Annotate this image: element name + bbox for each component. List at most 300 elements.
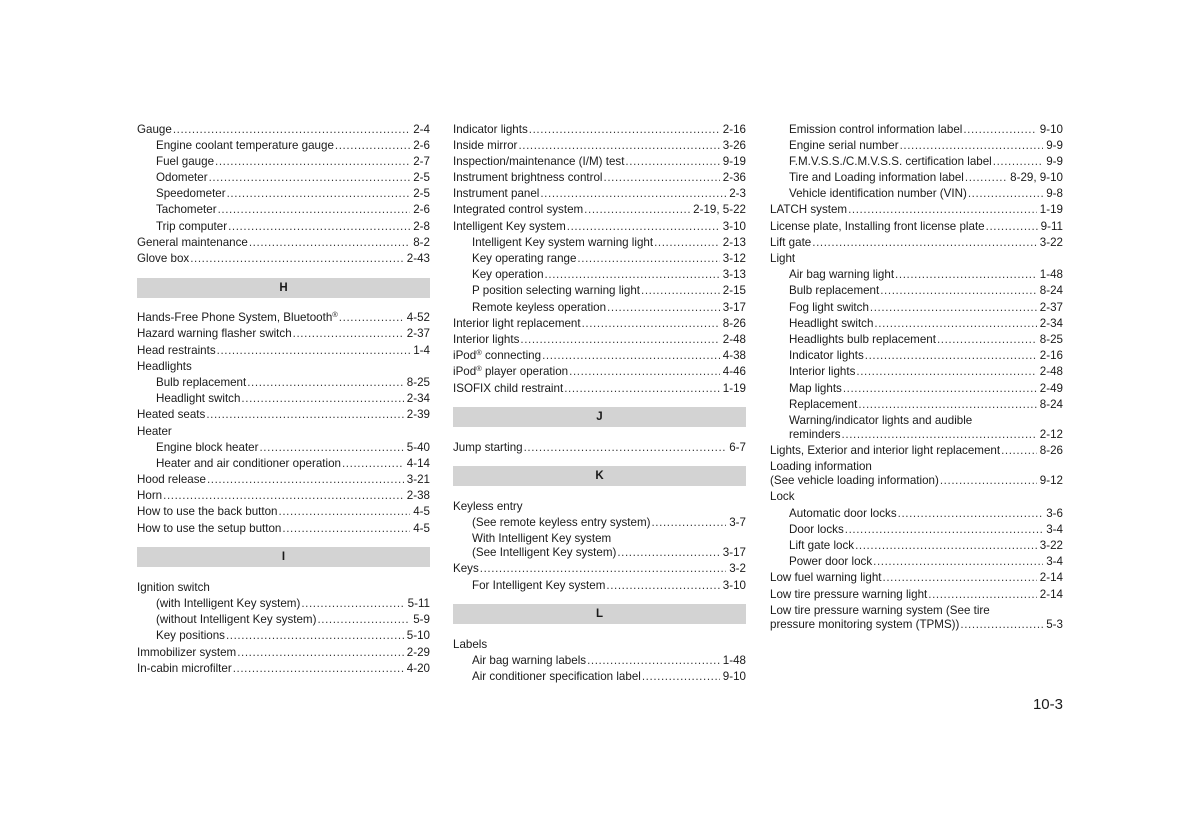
entry-label-text: Head restraints bbox=[137, 343, 216, 357]
entry-label-text: Key positions bbox=[156, 629, 225, 643]
entry-label-text: LATCH system bbox=[770, 203, 848, 217]
index-entry bbox=[770, 299, 1063, 315]
page-reference: 2-14 bbox=[1039, 587, 1063, 601]
index-column-2 bbox=[453, 121, 746, 685]
page-reference: 5-10 bbox=[406, 629, 430, 643]
dot-leader bbox=[540, 187, 726, 201]
dot-leader bbox=[960, 618, 1043, 632]
entry-label-line-1: Low tire pressure warning system (See tire bbox=[770, 603, 990, 617]
page-reference: 3-10 bbox=[722, 578, 746, 592]
page-reference: 2-16 bbox=[722, 122, 746, 136]
dot-leader bbox=[874, 317, 1036, 331]
page-reference: 8-29, 9-10 bbox=[1010, 171, 1063, 185]
dot-leader bbox=[209, 171, 411, 185]
entry-label-text: reminders bbox=[789, 427, 841, 441]
entry-label bbox=[137, 662, 232, 676]
page-reference: 4-38 bbox=[722, 349, 746, 363]
entry-label bbox=[137, 505, 278, 519]
page-reference: 1-19 bbox=[1039, 203, 1063, 217]
page-reference: 3-7 bbox=[729, 516, 746, 530]
entry-label-text: Bulb replacement bbox=[156, 375, 247, 389]
dot-leader bbox=[228, 220, 410, 234]
dot-leader bbox=[895, 268, 1037, 282]
entry-label-text: (with Intelligent Key system) bbox=[156, 597, 301, 610]
entry-label-text: (See vehicle loading information) bbox=[770, 474, 939, 488]
index-entry bbox=[137, 520, 430, 536]
index-entry bbox=[137, 326, 430, 342]
dot-leader bbox=[249, 236, 410, 250]
dot-leader bbox=[282, 522, 410, 536]
dot-leader bbox=[279, 505, 411, 519]
entry-label bbox=[453, 155, 624, 169]
entry-label bbox=[137, 489, 162, 503]
section-letter-header: J bbox=[453, 407, 746, 427]
section-letter-header: L bbox=[453, 604, 746, 624]
page-reference: 2-34 bbox=[1039, 316, 1063, 330]
entry-label bbox=[789, 301, 869, 315]
dot-leader bbox=[870, 301, 1037, 315]
entry-label-text: Low tire pressure warning light bbox=[770, 587, 928, 601]
page-reference: 3-2 bbox=[729, 562, 746, 576]
page-reference: 2-13 bbox=[722, 235, 746, 249]
entry-label bbox=[472, 546, 616, 560]
entry-label-text: Inspection/maintenance (I/M) test bbox=[453, 154, 625, 168]
entry-label-text: Indicator lights bbox=[453, 122, 528, 136]
page-number: 10-3 bbox=[1032, 696, 1063, 713]
entry-label-text: General maintenance bbox=[137, 235, 248, 249]
index-entry bbox=[770, 202, 1063, 218]
dot-leader bbox=[520, 333, 719, 347]
page-reference: 2-14 bbox=[1039, 571, 1063, 585]
page-reference: 1-4 bbox=[413, 343, 430, 357]
entry-label bbox=[789, 171, 964, 185]
page-reference: 2-15 bbox=[722, 284, 746, 298]
dot-leader bbox=[518, 139, 719, 153]
entry-label bbox=[789, 333, 936, 347]
page-reference: 4-46 bbox=[722, 365, 746, 379]
page-reference: 9-10 bbox=[722, 670, 746, 684]
index-entry bbox=[137, 186, 430, 202]
page-reference: 3-22 bbox=[1039, 539, 1063, 552]
entry-label bbox=[472, 268, 544, 282]
index-entry bbox=[453, 283, 746, 299]
dot-leader bbox=[855, 539, 1037, 553]
index-entry bbox=[137, 202, 430, 218]
page-reference: 3-13 bbox=[722, 268, 746, 282]
index-entry bbox=[770, 443, 1063, 459]
entry-label-text: Engine block heater bbox=[156, 440, 259, 454]
entry-label-text: Headlight switch bbox=[789, 316, 874, 330]
dot-leader bbox=[207, 473, 404, 487]
index-entry bbox=[137, 596, 430, 612]
page-reference: 1-48 bbox=[722, 654, 746, 667]
dot-leader bbox=[173, 123, 410, 137]
entry-label bbox=[137, 252, 189, 266]
entry-label bbox=[789, 523, 844, 537]
section-letter-header: H bbox=[137, 278, 430, 298]
dot-leader bbox=[577, 252, 719, 266]
index-entry bbox=[137, 251, 430, 267]
page-reference: 2-16 bbox=[1039, 349, 1063, 363]
dot-leader bbox=[190, 252, 404, 266]
index-entry bbox=[453, 364, 746, 380]
entry-label bbox=[770, 618, 959, 632]
entry-label-text: Intelligent Key system bbox=[453, 219, 566, 233]
index-entry bbox=[453, 299, 746, 315]
page-reference: 2-19, 5-22 bbox=[693, 203, 746, 217]
entry-label bbox=[453, 171, 603, 185]
index-entry bbox=[453, 577, 746, 593]
dot-leader bbox=[584, 203, 690, 217]
entry-label bbox=[156, 392, 240, 406]
page-reference: 2-36 bbox=[722, 171, 746, 185]
page-reference: 3-17 bbox=[722, 546, 746, 560]
entry-label bbox=[137, 311, 338, 325]
index-entry bbox=[137, 628, 430, 644]
entry-label-text: Tire and Loading information label bbox=[789, 171, 964, 185]
page-reference: 2-37 bbox=[406, 327, 430, 341]
page-reference: 3-4 bbox=[1046, 555, 1063, 569]
index-entry bbox=[770, 331, 1063, 347]
entry-label bbox=[453, 203, 583, 217]
index-entry bbox=[453, 515, 746, 531]
dot-leader bbox=[843, 382, 1037, 396]
dot-leader bbox=[233, 662, 404, 676]
registered-mark: ® bbox=[476, 364, 482, 374]
entry-label-text: Interior lights bbox=[453, 332, 520, 346]
entry-label-text: Key operating range bbox=[472, 252, 577, 265]
index-entry bbox=[453, 531, 746, 561]
dot-leader bbox=[963, 123, 1036, 137]
index-entry bbox=[137, 488, 430, 504]
index-entry bbox=[137, 374, 430, 390]
index-entry bbox=[137, 391, 430, 407]
entry-label bbox=[137, 123, 172, 137]
dot-leader bbox=[641, 284, 720, 298]
entry-label-text: ISOFIX child restraint bbox=[453, 381, 564, 395]
entry-label bbox=[156, 457, 341, 471]
entry-label-text: How to use the back button bbox=[137, 505, 278, 519]
dot-leader bbox=[937, 333, 1037, 347]
dot-leader bbox=[218, 203, 411, 217]
dot-leader bbox=[1001, 444, 1037, 458]
entry-label-text: Replacement bbox=[789, 397, 858, 411]
dot-leader bbox=[226, 629, 404, 643]
entry-label bbox=[789, 349, 864, 363]
dot-leader bbox=[625, 155, 719, 169]
entry-label bbox=[137, 327, 292, 341]
index-entry bbox=[137, 472, 430, 488]
entry-label bbox=[789, 382, 842, 396]
entry-label-text: Engine serial number bbox=[789, 138, 899, 152]
index-entry bbox=[453, 331, 746, 347]
dot-leader bbox=[651, 516, 726, 530]
entry-label bbox=[453, 139, 517, 153]
entry-label bbox=[453, 123, 528, 137]
dot-leader bbox=[524, 441, 727, 455]
entry-label-text: pressure monitoring system (TPMS)) bbox=[770, 617, 960, 631]
index-entry bbox=[453, 348, 746, 364]
page-reference: 9-19 bbox=[722, 154, 746, 168]
entry-label bbox=[453, 441, 523, 455]
index-heading: Light bbox=[770, 252, 796, 265]
dot-leader bbox=[587, 654, 720, 668]
entry-label-line-1: Warning/indicator lights and audible bbox=[789, 413, 973, 427]
entry-label-text: Integrated control system bbox=[453, 203, 584, 217]
entry-label-text: Instrument brightness control bbox=[453, 171, 603, 185]
index-entry bbox=[453, 653, 746, 669]
dot-leader bbox=[858, 398, 1036, 412]
dot-leader bbox=[607, 301, 720, 315]
page-reference: 9-11 bbox=[1040, 219, 1063, 233]
dot-leader bbox=[642, 670, 720, 684]
dot-leader bbox=[564, 382, 720, 396]
entry-label-text: Hazard warning flasher switch bbox=[137, 327, 292, 341]
entry-label bbox=[789, 428, 841, 442]
page-reference: 2-7 bbox=[413, 154, 430, 168]
entry-label bbox=[789, 155, 992, 169]
page-reference: 2-12 bbox=[1039, 427, 1063, 441]
index-entry bbox=[137, 137, 430, 153]
index-entry bbox=[453, 380, 746, 396]
dot-leader bbox=[217, 344, 411, 358]
dot-leader bbox=[898, 507, 1044, 521]
entry-label bbox=[789, 123, 962, 137]
dot-leader bbox=[582, 317, 720, 331]
page-reference: 2-49 bbox=[1039, 381, 1063, 395]
dot-leader bbox=[883, 571, 1037, 585]
page-reference: 4-20 bbox=[406, 661, 430, 675]
entry-label-text: Inside mirror bbox=[453, 138, 518, 152]
section-letter-header: I bbox=[137, 547, 430, 567]
page-reference: 5-40 bbox=[406, 440, 430, 454]
entry-label-text: Tachometer bbox=[156, 203, 217, 217]
entry-label bbox=[789, 187, 967, 201]
dot-leader bbox=[545, 268, 720, 282]
index-entry bbox=[770, 267, 1063, 283]
index-entry bbox=[770, 137, 1063, 153]
entry-label-text: Intelligent Key system warning light bbox=[472, 235, 654, 249]
dot-leader bbox=[873, 555, 1043, 569]
dot-leader bbox=[542, 349, 720, 363]
index-column-3 bbox=[770, 121, 1063, 632]
page-reference: 3-26 bbox=[722, 138, 746, 152]
index-entry bbox=[137, 170, 430, 186]
page-reference: 2-43 bbox=[406, 252, 430, 265]
entry-label bbox=[137, 236, 248, 250]
page-reference: 3-22 bbox=[1039, 235, 1063, 249]
entry-label-text: Lift gate bbox=[770, 235, 812, 249]
index-entry bbox=[137, 455, 430, 471]
entry-label-text: Map lights bbox=[789, 381, 842, 395]
entry-label bbox=[770, 444, 1000, 458]
index-entry bbox=[770, 602, 1063, 632]
index-entry bbox=[770, 315, 1063, 331]
entry-label-line-2 bbox=[472, 546, 746, 560]
index-entry bbox=[137, 218, 430, 234]
entry-label bbox=[453, 349, 541, 363]
dot-leader bbox=[247, 376, 404, 390]
entry-label-text: (See remote keyless entry system) bbox=[472, 516, 651, 530]
entry-label bbox=[789, 317, 873, 331]
dot-leader bbox=[845, 523, 1043, 537]
page-reference: 2-48 bbox=[722, 332, 746, 346]
index-heading: Lock bbox=[770, 490, 795, 504]
registered-mark: ® bbox=[476, 348, 482, 358]
index-entry bbox=[770, 586, 1063, 602]
page-reference: 2-34 bbox=[406, 392, 430, 406]
index-entry bbox=[453, 202, 746, 218]
entry-label bbox=[472, 654, 586, 668]
entry-label-line-2 bbox=[770, 618, 1063, 632]
entry-label bbox=[789, 268, 894, 282]
dot-leader bbox=[335, 139, 410, 153]
dot-leader bbox=[848, 203, 1037, 217]
index-entry bbox=[770, 364, 1063, 380]
entry-label bbox=[789, 284, 879, 298]
page-reference: 9-9 bbox=[1046, 138, 1063, 152]
page-reference: 8-2 bbox=[413, 235, 430, 249]
entry-label bbox=[137, 473, 206, 487]
index-entry bbox=[770, 505, 1063, 521]
index-entry bbox=[770, 396, 1063, 412]
dot-leader bbox=[317, 613, 410, 627]
entry-label-text: Power door lock bbox=[789, 555, 873, 569]
entry-label-text: Glove box bbox=[137, 252, 190, 265]
page-reference: 5-9 bbox=[413, 613, 430, 627]
page-reference: 3-10 bbox=[722, 219, 746, 233]
dot-leader bbox=[529, 123, 720, 137]
entry-label-text: iPod bbox=[453, 349, 477, 363]
entry-label-text: Gauge bbox=[137, 122, 172, 136]
dot-leader bbox=[856, 365, 1036, 379]
entry-label bbox=[472, 284, 640, 298]
entry-label bbox=[137, 646, 236, 660]
page-reference: 2-6 bbox=[413, 203, 430, 217]
page-reference: 4-52 bbox=[406, 311, 430, 325]
entry-label-text: Keys bbox=[453, 562, 479, 576]
page-reference: 5-3 bbox=[1046, 617, 1063, 631]
index-heading: Labels bbox=[453, 637, 488, 651]
dot-leader bbox=[968, 187, 1043, 201]
page-reference: 3-12 bbox=[722, 252, 746, 265]
page-reference: 9-8 bbox=[1046, 187, 1063, 201]
page-reference: 2-5 bbox=[413, 171, 430, 185]
index-entry bbox=[453, 251, 746, 267]
entry-label bbox=[789, 365, 855, 379]
index-entry bbox=[453, 137, 746, 153]
entry-label-text: Speedometer bbox=[156, 187, 226, 201]
entry-label bbox=[453, 382, 563, 396]
entry-label-text: Headlight switch bbox=[156, 392, 241, 406]
entry-label bbox=[770, 571, 882, 585]
dot-leader bbox=[986, 220, 1038, 234]
index-entry bbox=[453, 267, 746, 283]
entry-label-text: iPod bbox=[453, 365, 477, 379]
entry-label bbox=[789, 555, 872, 569]
index-entry bbox=[770, 412, 1063, 442]
entry-label bbox=[156, 613, 316, 627]
index-entry bbox=[770, 459, 1063, 489]
dot-leader bbox=[965, 171, 1007, 185]
index-entry bbox=[137, 439, 430, 455]
page-reference: 4-5 bbox=[413, 521, 430, 535]
dot-leader bbox=[342, 457, 404, 471]
entry-label bbox=[156, 441, 258, 455]
page-reference: 2-3 bbox=[729, 187, 746, 201]
dot-leader bbox=[301, 597, 404, 611]
dot-leader bbox=[617, 546, 719, 560]
index-heading: Keyless entry bbox=[453, 499, 523, 513]
page-reference: 2-8 bbox=[413, 219, 430, 233]
page-reference: 3-6 bbox=[1046, 506, 1063, 520]
dot-leader bbox=[206, 408, 403, 422]
dot-leader bbox=[567, 220, 720, 234]
page-reference: 2-6 bbox=[413, 138, 430, 152]
entry-label-text: Hands-Free Phone System, Bluetooth bbox=[137, 311, 333, 325]
index-entry bbox=[137, 644, 430, 660]
entry-label-text: Interior light replacement bbox=[453, 316, 581, 330]
entry-label bbox=[156, 220, 227, 234]
page-reference: 9-12 bbox=[1039, 474, 1063, 488]
index-entry bbox=[770, 170, 1063, 186]
page-reference: 9-9 bbox=[1046, 154, 1063, 168]
dot-leader bbox=[241, 392, 403, 406]
page-reference: 4-5 bbox=[413, 505, 430, 519]
dot-leader bbox=[339, 311, 404, 325]
entry-label bbox=[156, 597, 300, 611]
entry-label-text: Emission control information label bbox=[789, 122, 963, 136]
entry-label-text: (See Intelligent Key system) bbox=[472, 546, 617, 560]
index-entry bbox=[453, 153, 746, 169]
entry-label-text: Immobilizer system bbox=[137, 645, 237, 659]
entry-label bbox=[770, 220, 985, 234]
dot-leader bbox=[227, 187, 411, 201]
dot-leader bbox=[480, 562, 726, 576]
entry-label-text: Interior lights bbox=[789, 365, 856, 379]
entry-label bbox=[453, 333, 519, 347]
entry-label bbox=[156, 376, 246, 390]
entry-label bbox=[453, 187, 539, 201]
page-reference: 4-14 bbox=[406, 456, 430, 470]
index-entry bbox=[770, 521, 1063, 537]
section-letter-header: K bbox=[453, 466, 746, 486]
entry-label-text: Indicator lights bbox=[789, 349, 864, 363]
index-entry bbox=[770, 186, 1063, 202]
entry-label-text: License plate, Installing front license plate bbox=[770, 219, 985, 233]
index-entry bbox=[453, 234, 746, 250]
index-entry bbox=[137, 660, 430, 676]
index-entry bbox=[770, 121, 1063, 137]
entry-label-text: Remote keyless operation bbox=[472, 300, 607, 314]
index-entry bbox=[137, 121, 430, 137]
entry-label-text-2: connecting bbox=[481, 349, 542, 363]
entry-label bbox=[156, 139, 334, 153]
index-entry bbox=[453, 439, 746, 455]
dot-leader bbox=[842, 428, 1037, 442]
entry-label-text: (without Intelligent Key system) bbox=[156, 613, 317, 627]
entry-label-text: Air bag warning labels bbox=[472, 654, 587, 667]
entry-label bbox=[770, 474, 939, 488]
index-entry bbox=[770, 538, 1063, 554]
entry-label-text: Low fuel warning light bbox=[770, 571, 882, 585]
dot-leader bbox=[900, 139, 1044, 153]
index-entry bbox=[453, 669, 746, 685]
page-reference: 2-4 bbox=[413, 122, 430, 136]
entry-label-text: F.M.V.S.S./C.M.V.S.S. certification label bbox=[789, 154, 992, 168]
page-reference: 8-26 bbox=[722, 316, 746, 330]
entry-label bbox=[156, 155, 214, 169]
